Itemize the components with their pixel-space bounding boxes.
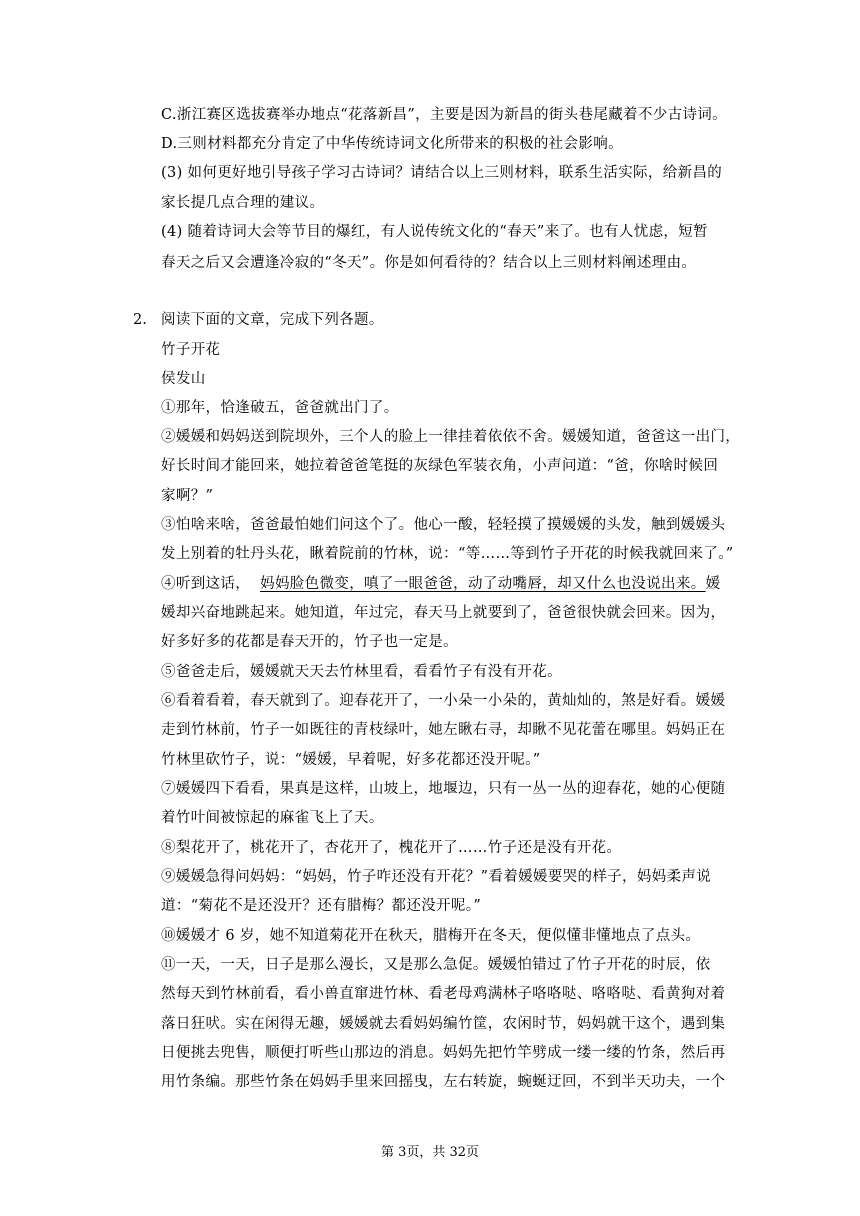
- underline-prefix: ④听到这话，: [161, 576, 251, 592]
- paragraph-line: 用竹条编。那些竹条在妈妈手里来回摇曳，左右转旋，蜿蜒迂回，不到半天功夫，一个: [161, 1074, 726, 1090]
- paragraph-line: ⑤爸爸走后，媛媛就天天去竹林里看，看看竹子有没有开花。: [161, 664, 562, 680]
- paragraph-line: 落日狂吠。实在闲得无趣，媛媛就去看妈妈编竹筐，农闲时节，妈妈就干这个，遇到集: [161, 1016, 726, 1032]
- paragraph-line: 发上别着的牡丹头花，瞅着院前的竹林，说：“等……等到竹子开花的时候我就回来了。”: [161, 546, 734, 562]
- paragraph-line: 着竹叶间被惊起的麻雀飞上了天。: [161, 810, 384, 826]
- question-2-number: 2.: [133, 312, 147, 328]
- paragraph-line-underlined: [161, 574, 720, 594]
- paragraph-line: ⑦媛媛四下看看，果真是这样，山坡上，地堰边，只有一丛一丛的迎春花，她的心便随: [161, 781, 726, 797]
- question-3-line-1: (3) 如何更好地引导孩子学习古诗词？请结合以上三则材料，联系生活实际，给新昌的: [161, 165, 723, 181]
- paragraph-line: ③怕啥来啥，爸爸最怕她们问这个了。他心一酸，轻轻摸了摸媛媛的头发，触到媛媛头: [161, 517, 726, 533]
- question-4-line-1: (4) 随着诗词大会等节目的爆红，有人说传统文化的“春天”来了。也有人忧虑，短暂: [161, 224, 708, 240]
- paragraph-line: 好多好多的花都是春天开的，竹子也一定是。: [161, 634, 458, 650]
- question-4-line-2: 春天之后又会遭逢冷寂的“冬天”。你是如何看待的？结合以上三则材料阐述理由。: [161, 255, 697, 271]
- paragraph-line: 然每天到竹林前看，看小兽直窜进竹林、看老母鸡满林子咯咯哒、咯咯哒、看黄狗对着: [161, 986, 726, 1002]
- question-2-instruction: 阅读下面的文章，完成下列各题。: [161, 312, 384, 328]
- option-d-line: D.三则材料都充分肯定了中华传统诗词文化所带来的积极的社会影响。: [161, 136, 623, 152]
- paragraph-line: 好长时间才能回来，她拉着爸爸笔挺的灰绿色军装衣角，小声问道：“爸，你啥时候回: [161, 458, 719, 474]
- article-author: 侯发山: [161, 371, 206, 387]
- paragraph-line: 走到竹林前，竹子一如既往的青枝绿叶，她左瞅右寻，却瞅不见花蕾在哪里。妈妈正在: [161, 722, 726, 738]
- question-3-line-2: 家长提几点合理的建议。: [161, 195, 325, 211]
- paragraph-line: 媛却兴奋地跳起来。她知道，年过完，春天马上就要到了，爸爸很快就会回来。因为，: [161, 605, 726, 621]
- paragraph-line: ②媛媛和妈妈送到院坝外，三个人的脸上一律挂着依依不舍。媛媛知道，爸爸这一出门，: [161, 429, 741, 445]
- underline-suffix: 媛: [705, 576, 721, 592]
- paragraph-line: 家啊？”: [161, 488, 214, 504]
- paragraph-line: ①那年，恰逢破五，爸爸就出门了。: [161, 400, 399, 416]
- paragraph-line: 道：“菊花不是还没开？还有腊梅？都还没开呢。”: [161, 898, 482, 914]
- paragraph-line: ⑨媛媛急得问妈妈：“妈妈，竹子咋还没有开花？”看着媛媛要哭的样子，妈妈柔声说: [161, 869, 712, 885]
- page-footer: 第 3页，共 32页: [380, 1145, 480, 1160]
- paragraph-line: ⑥看着看着，春天就到了。迎春花开了，一小朵一小朵的，黄灿灿的，煞是好看。媛媛: [161, 693, 726, 709]
- paragraph-line: ⑩媛媛才 6 岁，她不知道菊花开在秋天，腊梅开在冬天，便似懂非懂地点了点头。: [161, 928, 701, 944]
- underlined-sentence: 妈妈脸色微变，嗔了一眼爸爸，动了动嘴唇，却又什么也没说出来。: [260, 576, 706, 592]
- paragraph-line: 日便挑去兜售，顺便打听些山那边的消息。妈妈先把竹竿劈成一缕一缕的竹条，然后再: [161, 1045, 726, 1061]
- paragraph-line: ⑪一天，一天，日子是那么漫长，又是那么急促。媛媛怕错过了竹子开花的时辰，依: [161, 957, 711, 973]
- paragraph-line: ⑧梨花开了，桃花开了，杏花开了，槐花开了……竹子还是没有开花。: [161, 840, 622, 856]
- article-title: 竹子开花: [161, 342, 221, 358]
- paragraph-line: 竹林里砍竹子，说：“媛媛，早着呢，好多花都还没开呢。”: [161, 752, 541, 768]
- option-c-line: C.浙江赛区选拔赛举办地点“花落新昌”，主要是因为新昌的街头巷尾藏着不少古诗词。: [161, 107, 728, 123]
